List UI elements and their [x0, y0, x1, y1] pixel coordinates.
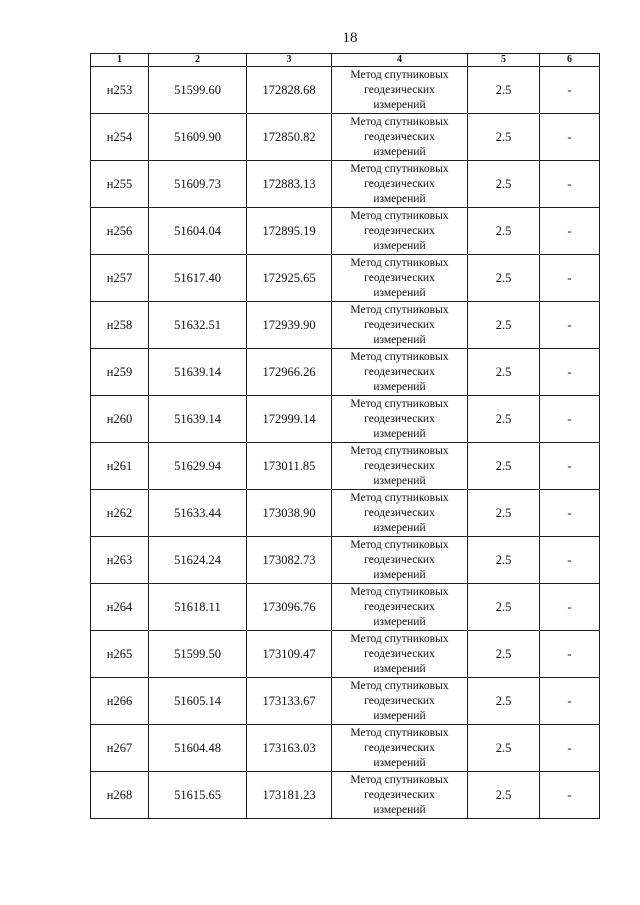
method-line: геодезических	[364, 741, 435, 754]
method-line: измерений	[373, 662, 426, 675]
point-id-cell: н259	[91, 349, 149, 396]
note-cell: -	[540, 255, 600, 302]
note-cell: -	[540, 678, 600, 725]
method-line: геодезических	[364, 459, 435, 472]
point-id-cell: н262	[91, 490, 149, 537]
y-coordinate-cell: 173181.23	[247, 772, 332, 819]
table-row	[91, 537, 600, 584]
x-coordinate-cell: 51617.40	[149, 255, 247, 302]
method-line: Метод спутниковых	[350, 397, 449, 410]
method-line: измерений	[373, 615, 426, 628]
table-row	[91, 584, 600, 631]
note-cell: -	[540, 349, 600, 396]
point-id-cell: н267	[91, 725, 149, 772]
method-line: Метод спутниковых	[350, 115, 449, 128]
method-line: Метод спутниковых	[350, 444, 449, 457]
table-row	[91, 208, 600, 255]
y-coordinate-cell: 172939.90	[247, 302, 332, 349]
point-id-cell: н260	[91, 396, 149, 443]
point-id-cell: н266	[91, 678, 149, 725]
method-cell	[332, 631, 468, 678]
method-line: Метод спутниковых	[350, 162, 449, 175]
point-id-cell: н255	[91, 161, 149, 208]
method-line: геодезических	[364, 412, 435, 425]
method-line: геодезических	[364, 694, 435, 707]
method-line: геодезических	[364, 83, 435, 96]
note-cell: -	[540, 443, 600, 490]
x-coordinate-cell: 51615.65	[149, 772, 247, 819]
page-number: 18	[342, 30, 358, 46]
y-coordinate-cell: 172999.14	[247, 396, 332, 443]
x-coordinate-cell: 51624.24	[149, 537, 247, 584]
table-row	[91, 490, 600, 537]
accuracy-cell: 2.5	[468, 537, 540, 584]
method-line: геодезических	[364, 553, 435, 566]
method-line: геодезических	[364, 177, 435, 190]
method-line: измерений	[373, 145, 426, 158]
accuracy-cell: 2.5	[468, 302, 540, 349]
x-coordinate-cell: 51639.14	[149, 349, 247, 396]
method-line: Метод спутниковых	[350, 68, 449, 81]
point-id-cell: н258	[91, 302, 149, 349]
method-line: Метод спутниковых	[350, 303, 449, 316]
method-line: измерений	[373, 98, 426, 111]
accuracy-cell: 2.5	[468, 396, 540, 443]
table-row	[91, 67, 600, 114]
method-cell	[332, 114, 468, 161]
x-coordinate-cell: 51599.60	[149, 67, 247, 114]
method-line: измерений	[373, 333, 426, 346]
method-line: геодезических	[364, 600, 435, 613]
method-line: Метод спутниковых	[350, 491, 449, 504]
table-row	[91, 302, 600, 349]
method-line: Метод спутниковых	[350, 632, 449, 645]
method-line: измерений	[373, 756, 426, 769]
y-coordinate-cell: 173011.85	[247, 443, 332, 490]
method-line: измерений	[373, 521, 426, 534]
method-cell	[332, 678, 468, 725]
method-line: измерений	[373, 709, 426, 722]
method-line: Метод спутниковых	[350, 209, 449, 222]
method-line: Метод спутниковых	[350, 773, 449, 786]
y-coordinate-cell: 173163.03	[247, 725, 332, 772]
x-coordinate-cell: 51605.14	[149, 678, 247, 725]
note-cell: -	[540, 302, 600, 349]
method-line: Метод спутниковых	[350, 585, 449, 598]
method-line: измерений	[373, 803, 426, 816]
note-cell: -	[540, 537, 600, 584]
method-cell	[332, 349, 468, 396]
column-header-5: 5	[468, 54, 540, 67]
point-id-cell: н253	[91, 67, 149, 114]
method-cell	[332, 396, 468, 443]
method-line: Метод спутниковых	[350, 726, 449, 739]
y-coordinate-cell: 173109.47	[247, 631, 332, 678]
accuracy-cell: 2.5	[468, 255, 540, 302]
method-line: измерений	[373, 192, 426, 205]
method-cell	[332, 584, 468, 631]
note-cell: -	[540, 208, 600, 255]
x-coordinate-cell: 51639.14	[149, 396, 247, 443]
point-id-cell: н261	[91, 443, 149, 490]
table-row	[91, 255, 600, 302]
point-id-cell: н254	[91, 114, 149, 161]
method-line: Метод спутниковых	[350, 679, 449, 692]
method-cell	[332, 67, 468, 114]
accuracy-cell: 2.5	[468, 114, 540, 161]
point-id-cell: н256	[91, 208, 149, 255]
accuracy-cell: 2.5	[468, 631, 540, 678]
table-body	[91, 67, 600, 819]
method-cell	[332, 255, 468, 302]
note-cell: -	[540, 631, 600, 678]
y-coordinate-cell: 172828.68	[247, 67, 332, 114]
accuracy-cell: 2.5	[468, 161, 540, 208]
accuracy-cell: 2.5	[468, 349, 540, 396]
method-line: геодезических	[364, 788, 435, 801]
accuracy-cell: 2.5	[468, 584, 540, 631]
accuracy-cell: 2.5	[468, 67, 540, 114]
point-id-cell: н263	[91, 537, 149, 584]
method-cell	[332, 443, 468, 490]
method-line: измерений	[373, 380, 426, 393]
method-line: измерений	[373, 239, 426, 252]
column-header-6: 6	[540, 54, 600, 67]
note-cell: -	[540, 490, 600, 537]
table-row	[91, 114, 600, 161]
note-cell: -	[540, 114, 600, 161]
table-row	[91, 161, 600, 208]
x-coordinate-cell: 51609.73	[149, 161, 247, 208]
method-cell	[332, 302, 468, 349]
note-cell: -	[540, 584, 600, 631]
accuracy-cell: 2.5	[468, 725, 540, 772]
point-id-cell: н264	[91, 584, 149, 631]
method-line: геодезических	[364, 506, 435, 519]
point-id-cell: н257	[91, 255, 149, 302]
note-cell: -	[540, 161, 600, 208]
method-cell	[332, 537, 468, 584]
y-coordinate-cell: 173096.76	[247, 584, 332, 631]
point-id-cell: н268	[91, 772, 149, 819]
method-cell	[332, 208, 468, 255]
x-coordinate-cell: 51633.44	[149, 490, 247, 537]
method-cell	[332, 772, 468, 819]
method-line: геодезических	[364, 130, 435, 143]
y-coordinate-cell: 173082.73	[247, 537, 332, 584]
x-coordinate-cell: 51629.94	[149, 443, 247, 490]
column-header-1: 1	[91, 54, 149, 67]
method-line: геодезических	[364, 224, 435, 237]
x-coordinate-cell: 51609.90	[149, 114, 247, 161]
accuracy-cell: 2.5	[468, 443, 540, 490]
y-coordinate-cell: 173038.90	[247, 490, 332, 537]
x-coordinate-cell: 51632.51	[149, 302, 247, 349]
method-cell	[332, 161, 468, 208]
note-cell: -	[540, 396, 600, 443]
point-id-cell: н265	[91, 631, 149, 678]
note-cell: -	[540, 67, 600, 114]
table-row	[91, 349, 600, 396]
note-cell: -	[540, 772, 600, 819]
method-line: геодезических	[364, 271, 435, 284]
y-coordinate-cell: 172883.13	[247, 161, 332, 208]
column-header-2: 2	[149, 54, 247, 67]
y-coordinate-cell: 172925.65	[247, 255, 332, 302]
accuracy-cell: 2.5	[468, 490, 540, 537]
table-row	[91, 725, 600, 772]
method-line: геодезических	[364, 365, 435, 378]
method-line: измерений	[373, 474, 426, 487]
method-line: геодезических	[364, 318, 435, 331]
y-coordinate-cell: 172966.26	[247, 349, 332, 396]
accuracy-cell: 2.5	[468, 208, 540, 255]
coordinates-table	[90, 53, 600, 819]
y-coordinate-cell: 173133.67	[247, 678, 332, 725]
method-line: Метод спутниковых	[350, 538, 449, 551]
method-line: Метод спутниковых	[350, 350, 449, 363]
method-line: измерений	[373, 286, 426, 299]
method-line: измерений	[373, 568, 426, 581]
table-row	[91, 772, 600, 819]
accuracy-cell: 2.5	[468, 678, 540, 725]
method-line: геодезических	[364, 647, 435, 660]
accuracy-cell: 2.5	[468, 772, 540, 819]
note-cell: -	[540, 725, 600, 772]
x-coordinate-cell: 51599.50	[149, 631, 247, 678]
method-line: Метод спутниковых	[350, 256, 449, 269]
column-header-4: 4	[332, 54, 468, 67]
method-cell	[332, 725, 468, 772]
method-line: измерений	[373, 427, 426, 440]
x-coordinate-cell: 51604.48	[149, 725, 247, 772]
method-cell	[332, 490, 468, 537]
y-coordinate-cell: 172895.19	[247, 208, 332, 255]
x-coordinate-cell: 51604.04	[149, 208, 247, 255]
column-header-3: 3	[247, 54, 332, 67]
table-row	[91, 631, 600, 678]
table-row	[91, 396, 600, 443]
table-header-row	[91, 54, 600, 67]
y-coordinate-cell: 172850.82	[247, 114, 332, 161]
table-row	[91, 678, 600, 725]
table-row	[91, 443, 600, 490]
x-coordinate-cell: 51618.11	[149, 584, 247, 631]
